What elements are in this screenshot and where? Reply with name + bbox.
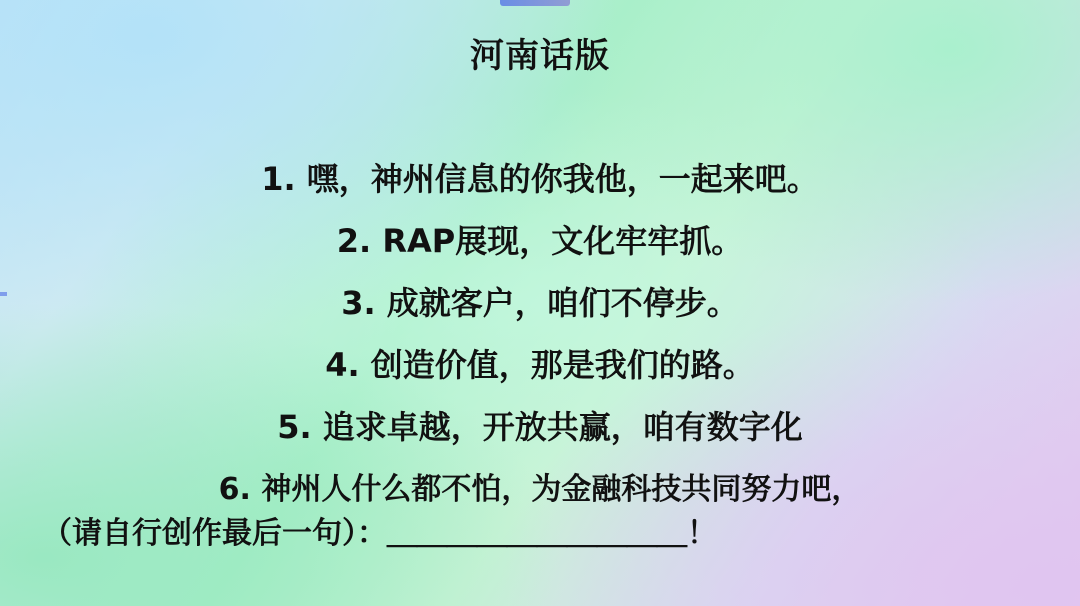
lyrics-list [0, 148, 1080, 556]
top-edge-marker [500, 0, 570, 6]
list-item: 4. 创造价值，那是我们的路。 [325, 346, 755, 384]
list-item: 2. RAP展现，文化牢牢抓。 [336, 222, 744, 260]
list-item: 1. 嘿，神州信息的你我他，一起来吧。 [261, 160, 819, 198]
last-line-blank-prompt: （请自行创作最后一句）：＿＿＿＿＿＿＿＿＿＿！ [42, 516, 717, 551]
page-title: 河南话版 [470, 36, 610, 76]
list-item-last [0, 468, 1080, 556]
list-item: 5. 追求卓越，开放共赢，咱有数字化 [277, 408, 803, 446]
list-item: 3. 成就客户，咱们不停步。 [341, 284, 739, 322]
last-line-part-one: 6. 神州人什么都不怕，为金融科技共同努力吧， [218, 472, 862, 507]
